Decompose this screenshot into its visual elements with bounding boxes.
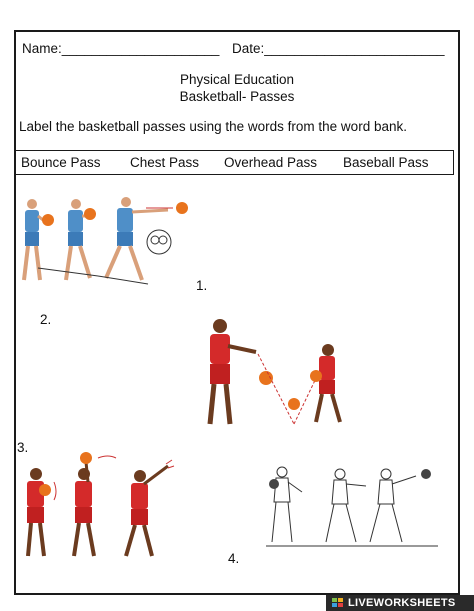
word-bank-item[interactable]: Baseball Pass [343, 155, 429, 170]
chest-pass-illustration [18, 192, 193, 292]
word-bank-item[interactable]: Chest Pass [130, 155, 200, 170]
liveworksheets-footer[interactable] [326, 595, 474, 611]
overhead-pass-illustration [18, 452, 180, 562]
date-field-label[interactable]: Date:________________________ [232, 41, 445, 56]
instructions-text: Label the basketball passes using the words from the word bank. [19, 119, 407, 134]
name-field-label[interactable]: Name:_____________________ [22, 41, 220, 56]
baseball-pass-illustration [262, 462, 442, 550]
word-bank-item[interactable]: Overhead Pass [224, 155, 318, 170]
label-number: 1. [196, 278, 208, 293]
liveworksheets-logo-icon [332, 598, 344, 608]
subject-title: Physical Education [179, 72, 295, 87]
label-number: 2. [40, 312, 52, 327]
topic-title: Basketball- Passes [179, 89, 295, 104]
word-bank-item[interactable]: Bounce Pass [21, 155, 101, 170]
word-bank [14, 150, 454, 175]
label-number: 4. [228, 551, 240, 566]
label-number: 3. [17, 440, 29, 455]
bounce-pass-illustration [198, 312, 360, 434]
footer-brand: LIVEWORKSHEETS [348, 597, 456, 609]
